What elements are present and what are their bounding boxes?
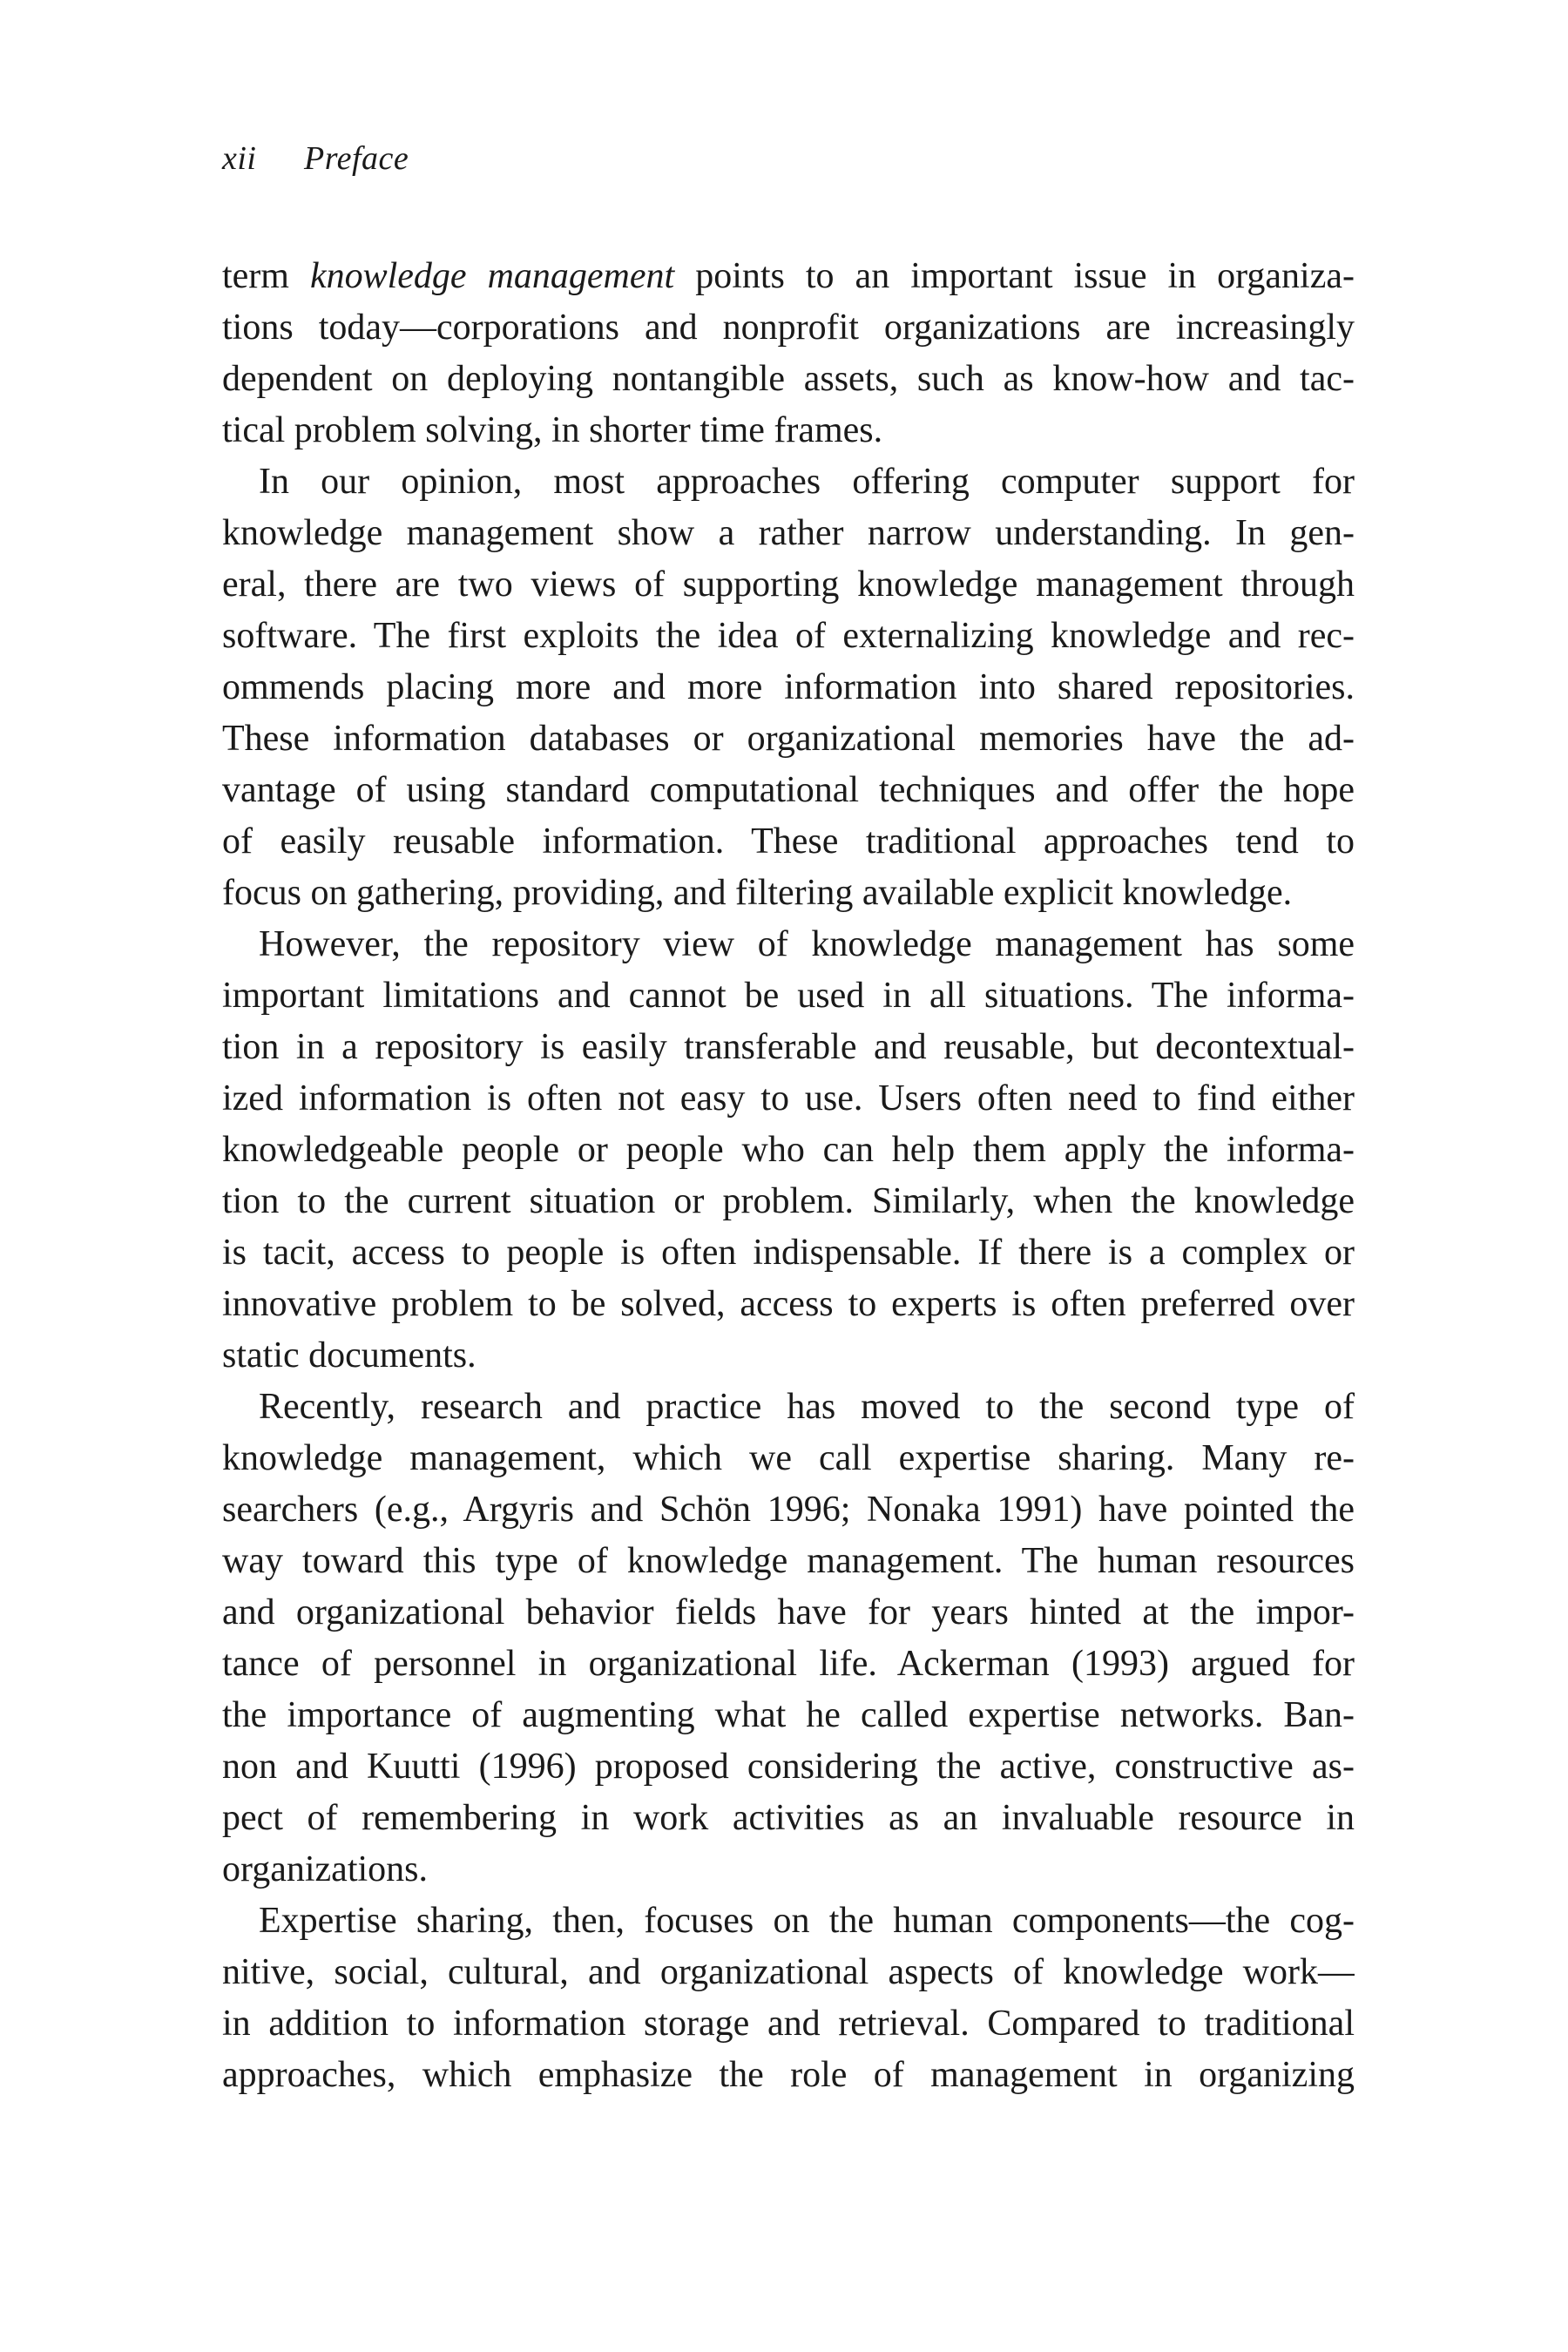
text-line: non and Kuutti (1996) proposed considering the active, constructive as- <box>222 1747 1355 1787</box>
text-line: is tacit, access to people is often indispensable. If there is a complex or <box>222 1233 1355 1273</box>
text-line: pect of remembering in work activities as an invaluable resource in <box>222 1798 1355 1838</box>
section-title: Preface <box>304 140 409 177</box>
text-line: tance of personnel in organizational life. Ackerman (1993) argued for <box>222 1644 1355 1684</box>
text-line: static documents. <box>222 1335 476 1375</box>
text-line: eral, there are two views of supporting knowledge management through <box>222 564 1355 605</box>
text-line: In our opinion, most approaches offering computer support for <box>259 462 1355 502</box>
text-line: Expertise sharing, then, focuses on the human components—the cog- <box>259 1901 1355 1941</box>
paragraph <box>222 1896 1355 2101</box>
text-line: organizations. <box>222 1849 429 1889</box>
text-line: focus on gathering, providing, and filtering available explicit knowledge. <box>222 873 1293 913</box>
text-line: knowledge management, which we call expertise sharing. Many re- <box>222 1438 1355 1478</box>
text-line: term knowledge management points to an important issue in organiza- <box>222 256 1355 296</box>
text-line: tion to the current situation or problem. Similarly, when the knowledge <box>222 1181 1355 1221</box>
text-line: of easily reusable information. These traditional approaches tend to <box>222 821 1355 862</box>
text-line: nitive, social, cultural, and organizational aspects of knowledge work— <box>222 1952 1355 1992</box>
text-line: ommends placing more and more information into shared repositories. <box>222 667 1355 707</box>
text-line: approaches, which emphasize the role of management in organizing <box>222 2055 1355 2095</box>
text-line: searchers (e.g., Argyris and Schön 1996; Nonaka 1991) have pointed the <box>222 1490 1355 1530</box>
text-line: tical problem solving, in shorter time frames. <box>222 410 883 450</box>
running-head <box>222 139 409 178</box>
text-line: in addition to information storage and retrieval. Compared to traditional <box>222 2004 1355 2044</box>
paragraph <box>222 1382 1355 1896</box>
text-line: Recently, research and practice has moved to the second type of <box>259 1387 1355 1427</box>
text-line: the importance of augmenting what he called expertise networks. Ban- <box>222 1695 1355 1735</box>
text-line: knowledgeable people or people who can help them apply the informa- <box>222 1130 1355 1170</box>
body-text <box>222 251 1355 2101</box>
text-line: vantage of using standard computational techniques and offer the hope <box>222 770 1355 810</box>
text-line: way toward this type of knowledge management. The human resources <box>222 1541 1355 1581</box>
text-line: dependent on deploying nontangible assets, such as know-how and tac- <box>222 359 1355 399</box>
text-line: knowledge management show a rather narrow understanding. In gen- <box>222 513 1355 553</box>
text-line: and organizational behavior fields have for years hinted at the impor- <box>222 1592 1355 1632</box>
text-line: ized information is often not easy to use. Users often need to find either <box>222 1078 1355 1119</box>
page-number: xii <box>222 140 257 177</box>
text-line: tions today—corporations and nonprofit organizations are increasingly <box>222 308 1355 348</box>
text-line: innovative problem to be solved, access to experts is often preferred over <box>222 1284 1355 1324</box>
text-line: However, the repository view of knowledge management has some <box>259 924 1355 964</box>
paragraph <box>222 919 1355 1382</box>
emphasized-term: knowledge management <box>309 256 675 296</box>
text-line: These information databases or organizational memories have the ad- <box>222 719 1355 759</box>
text-line: important limitations and cannot be used in all situations. The informa- <box>222 976 1355 1016</box>
paragraph <box>222 456 1355 919</box>
paragraph <box>222 251 1355 456</box>
text-line: software. The first exploits the idea of externalizing knowledge and rec- <box>222 616 1355 656</box>
text-line: tion in a repository is easily transferable and reusable, but decontextual- <box>222 1027 1355 1067</box>
